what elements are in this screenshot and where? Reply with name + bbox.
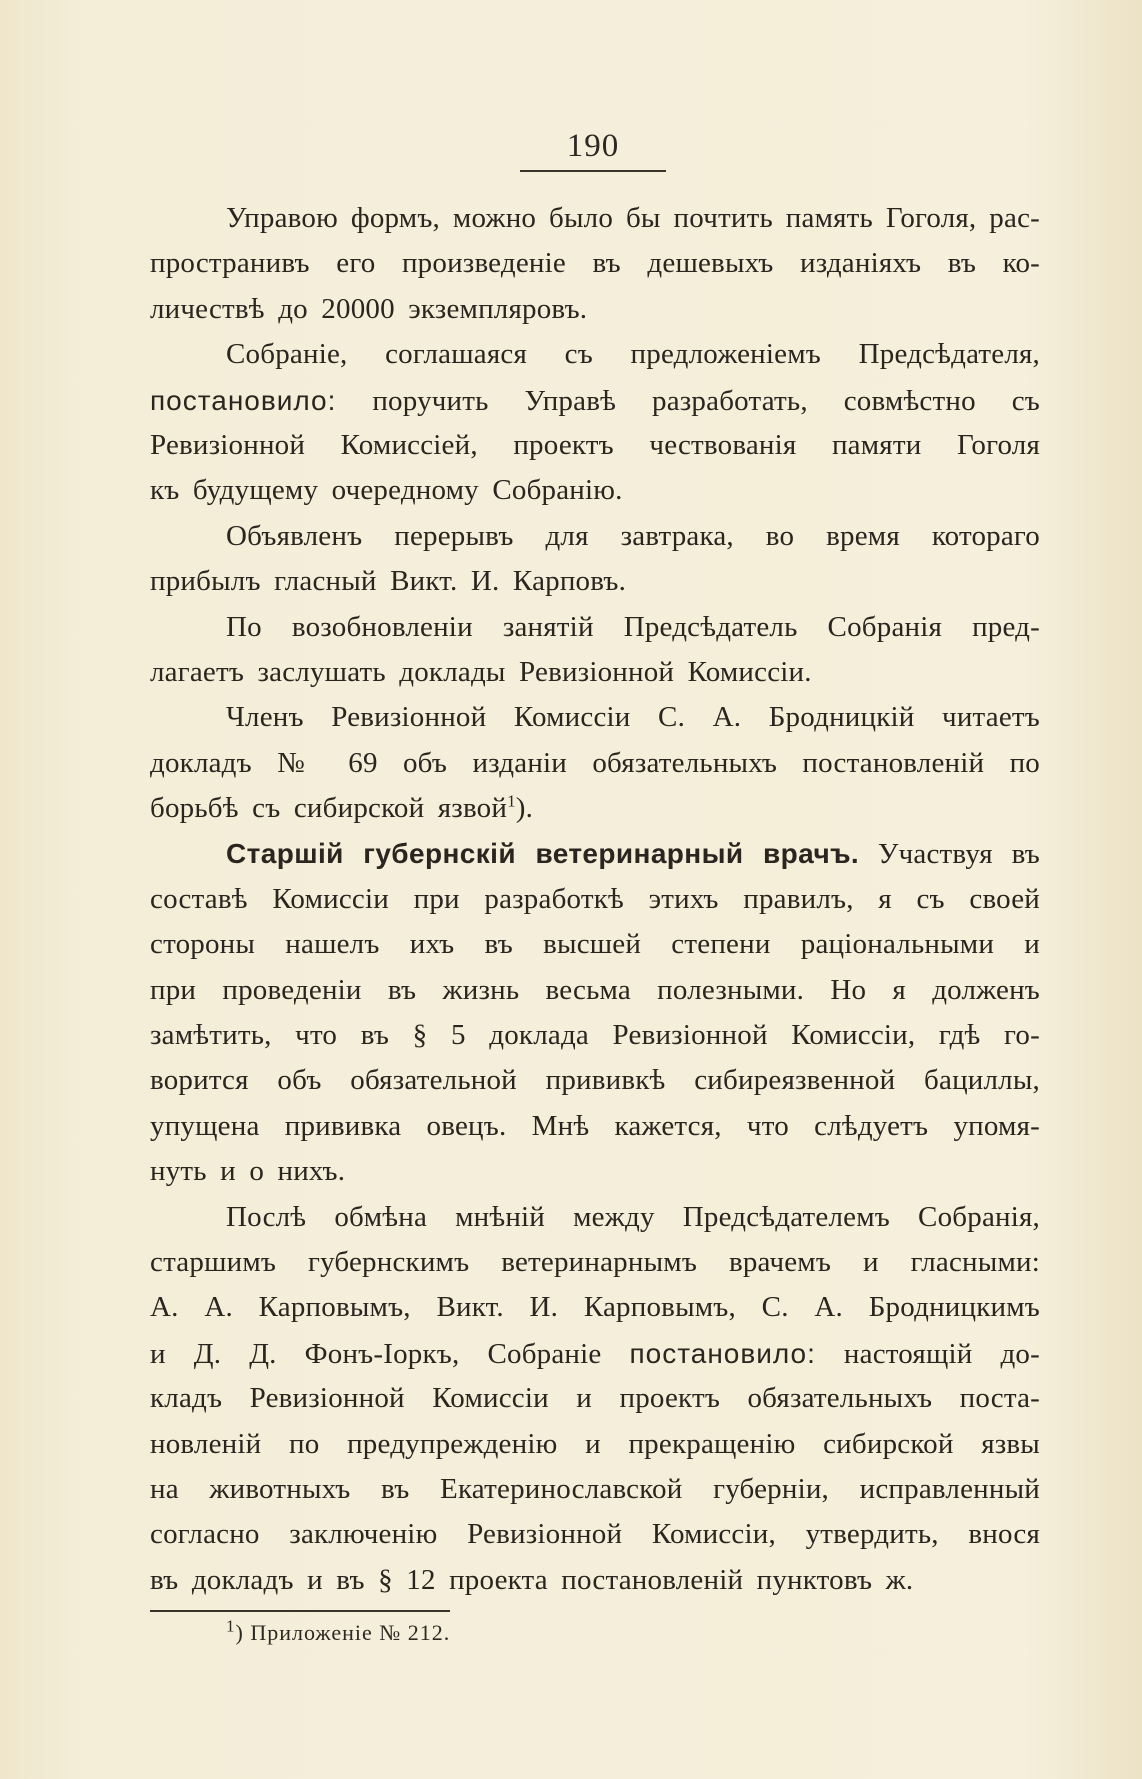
- text-line: Послѣ обмѣна мнѣній между Предсѣдателемъ Собранія,: [226, 1200, 1040, 1233]
- text-line: лагаетъ заслушать доклады Ревизіонной Комиссіи.: [150, 655, 812, 688]
- text-line: нуть и о нихъ.: [150, 1155, 346, 1188]
- text-line: Членъ Ревизіонной Комиссіи С. А. Бродницкій читаетъ: [226, 701, 1040, 734]
- text-line: новленій по предупрежденію и прекращенію сибирской язвы: [150, 1427, 1040, 1460]
- text-line: [150, 831, 1040, 876]
- text-line: къ будущему очередному Собранію.: [150, 474, 623, 507]
- text-line: Управою формъ, можно было бы почтить память Гоголя, рас-: [226, 202, 1040, 234]
- text-line: [150, 378, 1040, 423]
- body-text: [150, 196, 1040, 1603]
- text-line: А. А. Карповымъ, Викт. И. Карповымъ, С. А. Бродницкимъ: [150, 1291, 1040, 1324]
- paragraph: [150, 514, 1040, 605]
- footnote: [226, 1616, 451, 1646]
- line-rest: Участвуя въ: [859, 838, 1040, 871]
- text-line: въ докладъ и въ § 12 проекта постановленій пунктовъ ж.: [150, 1563, 914, 1596]
- text-line: Собраніе, соглашаяся съ предложеніемъ Предсѣдателя,: [226, 338, 1040, 371]
- resolution-keyword: постановило:: [629, 1337, 816, 1369]
- line-rest: поручить Управѣ разработать, совмѣстно съ: [336, 384, 1040, 417]
- text-line: прибылъ гласный Викт. И. Карповъ.: [150, 565, 627, 598]
- resolution-keyword: постановило:: [150, 384, 337, 416]
- text-line: По возобновленіи занятій Предсѣдатель Собранія пред-: [226, 610, 1040, 643]
- paragraph: [150, 831, 1040, 1194]
- page-number-underline: [520, 170, 666, 172]
- paragraph: [150, 196, 1040, 332]
- text-line: кладъ Ревизіонной Комиссіи и проектъ обязательныхъ поста-: [150, 1382, 1040, 1415]
- line-text: и Д. Д. Фонъ-Іоркъ, Собраніе: [150, 1337, 630, 1370]
- text-line: на животныхъ въ Екатеринославской губерніи, исправленный: [150, 1472, 1040, 1505]
- footnote-text: ) Приложеніе № 212.: [235, 1620, 451, 1645]
- text-line: старшимъ губернскимъ ветеринарнымъ врачемъ и гласными:: [150, 1245, 1040, 1278]
- text-line: [150, 1331, 1040, 1376]
- footnote-marker: 1: [226, 1616, 236, 1636]
- text-line: Объявленъ перерывъ для завтрака, во время котораго: [226, 519, 1040, 552]
- text-line: Ревизіонной Комиссіей, проектъ чествованія памяти Гоголя: [150, 428, 1040, 461]
- line-tail: ).: [515, 792, 534, 825]
- text-line: стороны нашелъ ихъ въ высшей степени раціональными и: [150, 928, 1040, 961]
- text-line: докладъ № 69 объ изданіи обязательныхъ постановленій по: [150, 746, 1040, 779]
- line-rest: настоящій до-: [815, 1337, 1040, 1370]
- paragraph: [150, 332, 1040, 514]
- footnote-separator: [150, 1610, 450, 1612]
- text-line: пространивъ его произведеніе въ дешевыхъ изданіяхъ въ ко-: [150, 247, 1040, 280]
- line-text: борьбѣ съ сибирской язвой: [150, 792, 508, 825]
- footnote-reference: 1: [507, 791, 516, 811]
- text-line: составѣ Комиссіи при разработкѣ этихъ правилъ, я съ своей: [150, 882, 1040, 915]
- text-line: ворится объ обязательной прививкѣ сибиреязвенной бациллы,: [150, 1064, 1040, 1097]
- paragraph: [150, 695, 1040, 831]
- text-line: согласно заключенію Ревизіонной Комиссіи, утвердить, внося: [150, 1518, 1040, 1551]
- text-line: упущена прививка овецъ. Мнѣ кажется, что слѣдуетъ упомя-: [150, 1109, 1040, 1142]
- page-number: 190: [566, 128, 620, 164]
- text-line: при проведеніи въ жизнь весьма полезными. Но я долженъ: [150, 973, 1040, 1006]
- text-line: замѣтить, что въ § 5 доклада Ревизіонной Комиссіи, гдѣ го-: [150, 1019, 1040, 1052]
- speaker-heading: Старшій губернскій ветеринарный врачъ.: [226, 838, 860, 870]
- paragraph: [150, 1195, 1040, 1604]
- text-line: [150, 786, 1040, 831]
- text-line: личествѣ до 20000 экземпляровъ.: [150, 292, 588, 325]
- paragraph: [150, 605, 1040, 696]
